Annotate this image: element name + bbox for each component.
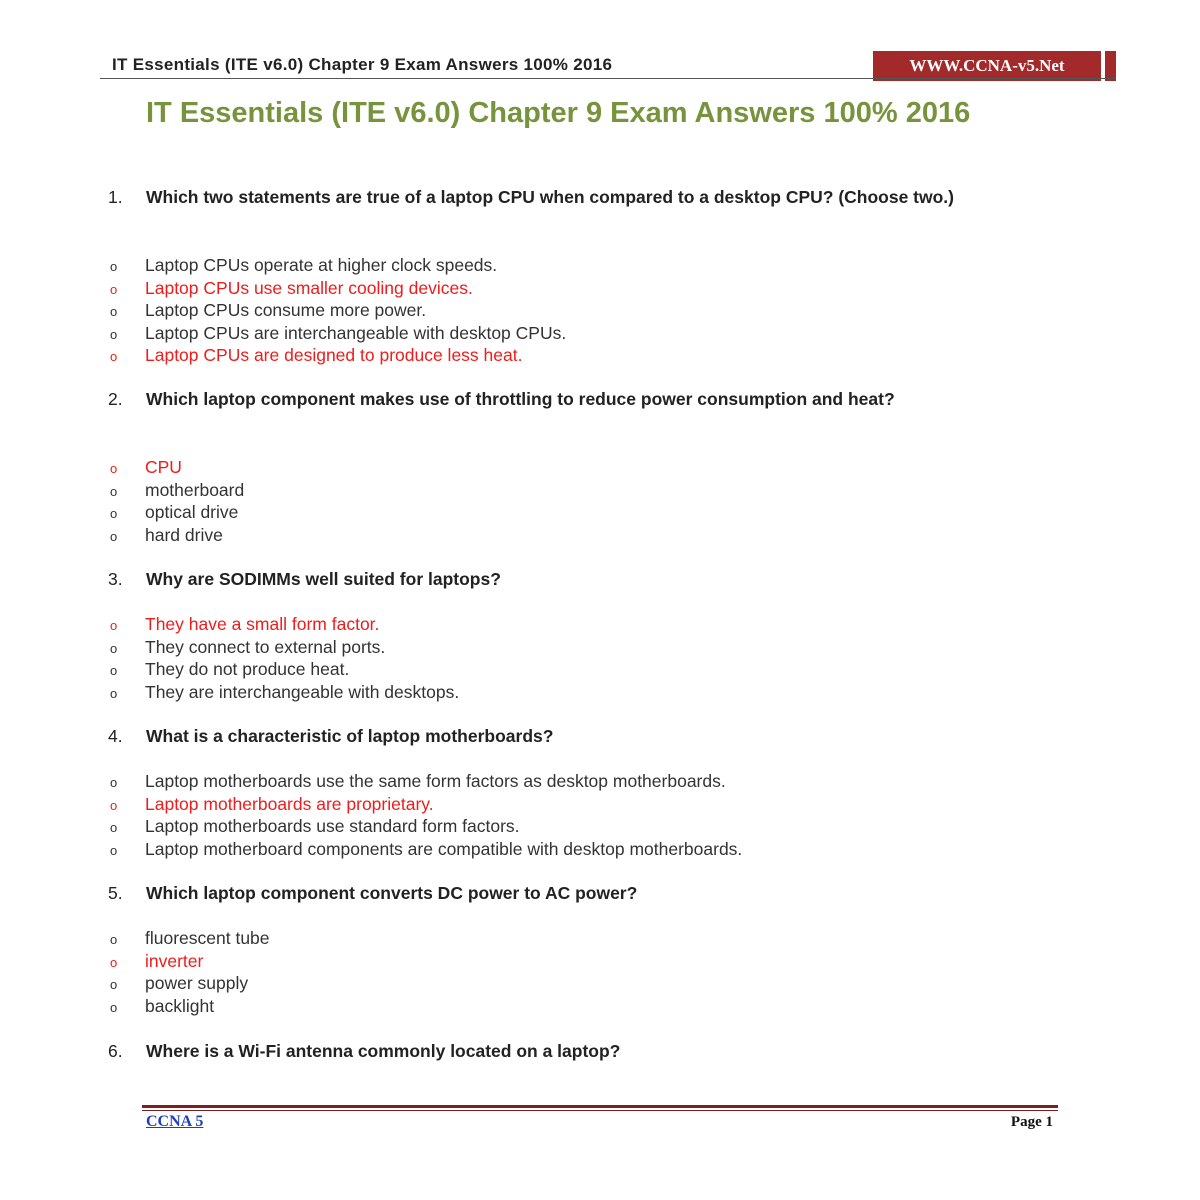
bullet-icon: o <box>110 820 118 835</box>
bullet-icon: o <box>110 843 118 858</box>
option-text: Laptop motherboards are proprietary. <box>145 794 434 814</box>
question-number: 6. <box>108 1041 123 1061</box>
document-title: IT Essentials (ITE v6.0) Chapter 9 Exam Answers 100% 2016 <box>146 97 971 129</box>
option-q1-c <box>110 299 426 323</box>
question-text: Which two statements are true of a laptop CPU when compared to a desktop CPU? (Choose two.) <box>146 187 954 207</box>
question-text: Which laptop component converts DC power to AC power? <box>146 883 638 903</box>
option-q5-b-correct <box>110 950 203 974</box>
option-q2-a-correct <box>110 456 182 480</box>
question-number: 5. <box>108 883 123 903</box>
bullet-icon: o <box>110 282 118 297</box>
option-text: Laptop motherboard components are compatible with desktop motherboards. <box>145 839 743 859</box>
bullet-icon: o <box>110 304 118 319</box>
page-number: Page 1 <box>1010 1114 1053 1130</box>
bullet-icon: o <box>110 259 118 274</box>
bullet-icon: o <box>110 641 118 656</box>
question-number: 2. <box>108 389 123 409</box>
header-title: IT Essentials (ITE v6.0) Chapter 9 Exam Answers 100% 2016 <box>112 55 613 74</box>
footer-ccna-link[interactable]: CCNA 5 <box>146 1113 204 1130</box>
option-q3-b <box>110 636 385 660</box>
option-text: inverter <box>145 951 204 971</box>
footer-divider-thick <box>142 1105 1058 1108</box>
bullet-icon: o <box>110 798 118 813</box>
option-q1-d <box>110 322 566 346</box>
option-text: fluorescent tube <box>145 928 270 948</box>
option-text: CPU <box>145 457 182 477</box>
option-text: backlight <box>145 996 215 1016</box>
bullet-icon: o <box>110 955 118 970</box>
option-q5-c <box>110 972 248 996</box>
question-text: Why are SODIMMs well suited for laptops? <box>146 569 501 589</box>
bullet-icon: o <box>110 618 118 633</box>
question-number: 4. <box>108 726 123 746</box>
option-text: Laptop CPUs consume more power. <box>145 300 427 320</box>
bullet-icon: o <box>110 663 118 678</box>
bullet-icon: o <box>110 484 118 499</box>
option-text: power supply <box>145 973 249 993</box>
option-q2-b <box>110 479 244 503</box>
question-number: 1. <box>108 187 123 207</box>
option-text: They have a small form factor. <box>145 614 380 634</box>
option-text: Laptop CPUs are interchangeable with desktop CPUs. <box>145 323 567 343</box>
option-q5-d <box>110 995 214 1019</box>
option-q4-c <box>110 815 520 839</box>
option-text: motherboard <box>145 480 245 500</box>
option-text: Laptop CPUs use smaller cooling devices. <box>145 278 473 298</box>
bullet-icon: o <box>110 327 118 342</box>
footer-divider-thin <box>142 1110 1058 1111</box>
site-badge[interactable]: WWW.CCNA-v5.Net <box>873 51 1101 81</box>
option-text: Laptop CPUs are designed to produce less heat. <box>145 345 523 365</box>
option-text: Laptop motherboards use standard form factors. <box>145 816 520 836</box>
option-q2-d <box>110 524 223 548</box>
option-text: They connect to external ports. <box>145 637 386 657</box>
bullet-icon: o <box>110 506 118 521</box>
option-q3-a-correct <box>110 613 379 637</box>
option-q4-d <box>110 838 742 862</box>
bullet-icon: o <box>110 932 118 947</box>
option-text: Laptop CPUs operate at higher clock speeds. <box>145 255 498 275</box>
question-text: What is a characteristic of laptop motherboards? <box>146 726 554 746</box>
bullet-icon: o <box>110 686 118 701</box>
option-text: Laptop motherboards use the same form factors as desktop motherboards. <box>145 771 726 791</box>
question-text: Where is a Wi-Fi antenna commonly located on a laptop? <box>146 1041 621 1061</box>
bullet-icon: o <box>110 349 118 364</box>
option-q3-c <box>110 658 349 682</box>
option-text: They do not produce heat. <box>145 659 350 679</box>
bullet-icon: o <box>110 977 118 992</box>
option-q1-e-correct <box>110 344 522 368</box>
option-text: optical drive <box>145 502 239 522</box>
option-q4-b-correct <box>110 793 434 817</box>
option-text: hard drive <box>145 525 223 545</box>
option-q2-c <box>110 501 238 525</box>
option-q4-a <box>110 770 726 794</box>
option-q3-d <box>110 681 459 705</box>
bullet-icon: o <box>110 775 118 790</box>
bullet-icon: o <box>110 1000 118 1015</box>
bullet-icon: o <box>110 529 118 544</box>
bullet-icon: o <box>110 461 118 476</box>
question-text: Which laptop component makes use of throttling to reduce power consumption and heat? <box>146 389 895 409</box>
option-text: They are interchangeable with desktops. <box>145 682 460 702</box>
option-q1-b-correct <box>110 277 473 301</box>
site-badge-edge <box>1103 51 1116 81</box>
option-q1-a <box>110 254 497 278</box>
option-q5-a <box>110 927 270 951</box>
header-divider <box>100 78 1116 79</box>
question-number: 3. <box>108 569 123 589</box>
